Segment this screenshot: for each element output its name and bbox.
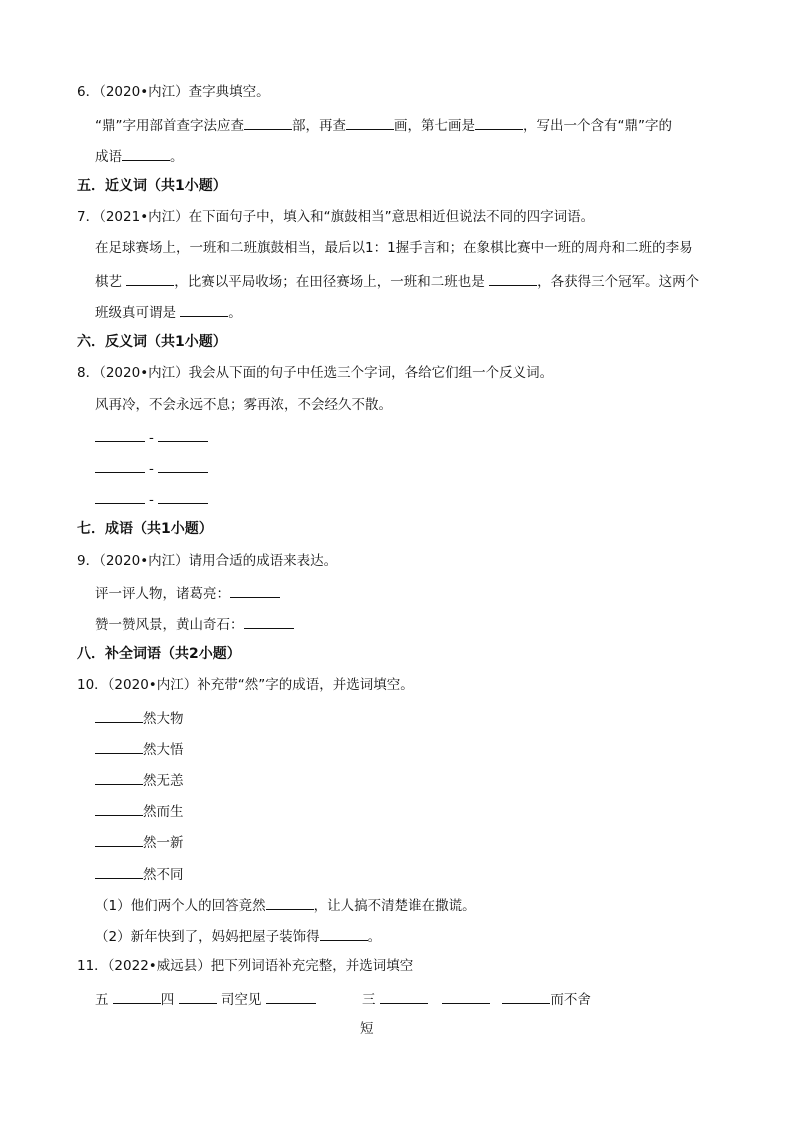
antonym-pair: - (95, 427, 208, 447)
q7-line3: 班级真可谓是 。 (95, 302, 242, 322)
answer-blank[interactable] (502, 989, 550, 1004)
antonym-pair: - (95, 489, 208, 509)
answer-blank[interactable] (126, 271, 174, 286)
answer-blank[interactable] (95, 770, 143, 785)
q11-word-group-2: 三 而不舍 (362, 989, 591, 1009)
answer-blank[interactable] (244, 614, 294, 629)
q10-item: 然一新 (95, 832, 184, 852)
answer-blank[interactable] (95, 458, 145, 473)
q9-header: 9．（2020•内江）请用合适的成语来表达。 (77, 553, 338, 569)
q10-sub2: （2）新年快到了，妈妈把屋子装饰得 。 (95, 926, 381, 946)
q11-header: 11．（2022•威远县）把下列词语补充完整，并选词填空 (77, 958, 414, 974)
section-heading-synonyms: 五．近义词（共1小题） (77, 178, 227, 194)
answer-blank[interactable] (95, 427, 145, 442)
answer-blank[interactable] (442, 989, 490, 1004)
answer-blank[interactable] (158, 427, 208, 442)
answer-blank[interactable] (489, 271, 537, 286)
q9-line1: 评一评人物，诸葛亮： (95, 583, 280, 603)
q10-item: 然无恙 (95, 770, 184, 790)
answer-blank[interactable] (95, 864, 143, 879)
answer-blank[interactable] (266, 895, 314, 910)
answer-blank[interactable] (230, 583, 280, 598)
q7-line2: 棋艺 ，比赛以平局收场；在田径赛场上，一班和二班也是 ，各获得三个冠军。这两个 (95, 271, 699, 291)
antonym-pair: - (95, 458, 208, 478)
answer-blank[interactable] (122, 146, 170, 161)
answer-blank[interactable] (244, 115, 292, 130)
q7-header: 7．（2021•内江）在下面句子中，填入和“旗鼓相当”意思相近但说法不同的四字词语。 (77, 209, 595, 225)
section-heading-idioms: 七．成语（共1小题） (77, 521, 213, 537)
answer-blank[interactable] (95, 708, 143, 723)
answer-blank[interactable] (95, 801, 143, 816)
q10-item: 然不同 (95, 864, 184, 884)
answer-blank[interactable] (380, 989, 428, 1004)
q6-header: 6．（2020•内江）查字典填空。 (77, 84, 270, 100)
answer-blank[interactable] (320, 926, 368, 941)
answer-blank[interactable] (95, 832, 143, 847)
q8-header: 8．（2020•内江）我会从下面的句子中任选三个字词，各给它们组一个反义词。 (77, 365, 554, 381)
answer-blank[interactable] (113, 989, 161, 1004)
answer-blank[interactable] (346, 115, 394, 130)
answer-blank[interactable] (266, 989, 316, 1004)
q11-word-group-1: 五 四 司空见 (95, 989, 316, 1009)
q6-line2: 成语 。 (95, 146, 184, 166)
q10-item: 然大悟 (95, 739, 184, 759)
answer-blank[interactable] (95, 489, 145, 504)
answer-blank[interactable] (475, 115, 523, 130)
answer-blank[interactable] (180, 302, 228, 317)
answer-blank[interactable] (158, 458, 208, 473)
q8-sentence: 风再冷，不会永远不息；雾再浓，不会经久不散。 (95, 397, 392, 413)
section-heading-antonyms: 六．反义词（共1小题） (77, 334, 227, 350)
answer-blank[interactable] (179, 989, 217, 1004)
section-heading-complete-words: 八．补全词语（共2小题） (77, 646, 241, 662)
q9-line2: 赞一赞风景，黄山奇石： (95, 614, 294, 634)
q11-word-group-3: 短 (360, 1021, 374, 1037)
q7-line1: 在足球赛场上，一班和二班旗鼓相当，最后以1：1握手言和；在象棋比赛中一班的周舟和二班的李易 (95, 240, 693, 256)
answer-blank[interactable] (158, 489, 208, 504)
q10-item: 然而生 (95, 801, 184, 821)
q10-item: 然大物 (95, 708, 184, 728)
q6-line1: “鼎”字用部首查字法应查 部，再查 画，第七画是 ，写出一个含有“鼎”字的 (95, 115, 672, 135)
q10-header: 10．（2020•内江）补充带“然”字的成语，并选词填空。 (77, 677, 414, 693)
q10-sub1: （1）他们两个人的回答竟然 ，让人搞不清楚谁在撒谎。 (95, 895, 476, 915)
answer-blank[interactable] (95, 739, 143, 754)
